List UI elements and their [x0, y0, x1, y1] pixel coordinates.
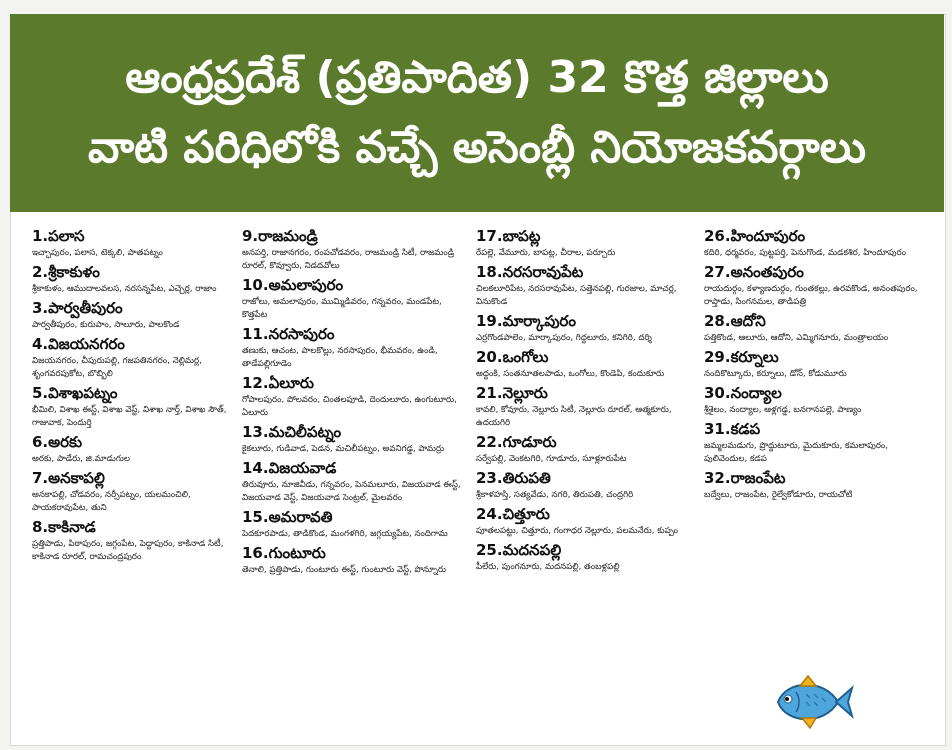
district-name: 15.అమరావతి: [242, 508, 333, 526]
constituency-list: కైకలూరు, గుడివాడ, పెడన, మచిలీపట్నం, అవనిగడ్డ, పామర్రు: [242, 444, 445, 454]
district-name: 3.పార్వతీపురం: [32, 299, 123, 317]
constituency-list: పూతలపట్టు, చిత్తూరు, గంగాధర నెల్లూరు, పలమనేరు, కుప్పం: [476, 526, 679, 536]
column-3: [476, 226, 692, 746]
constituency-list: పార్వతీపురం, కురుపాం, సాలూరు, పాలకొండ: [32, 320, 180, 330]
district-name: 13.మచిలీపట్నం: [242, 423, 342, 441]
district-name: 22.గూడూరు: [476, 433, 557, 451]
constituency-list: రాయదుర్గం, కళ్యాణదుర్గం, గుంతకల్లు, ఉరవకొండ, అనంతపురం, రాప్తాడు, సింగనమల, తాడిపత్రి: [704, 284, 918, 307]
constituency-list: పీలేరు, పుంగనూరు, మదనపల్లి, తంబళ్లపల్లి: [476, 562, 620, 572]
district-13: [242, 422, 464, 456]
constituency-list: నందికొట్కూరు, కర్నూలు, డోన్, కోడుమూరు: [704, 369, 847, 379]
constituency-list: అనపర్తి, రాజానగరం, రంపచోడవరం, రాజమండ్రి సిటీ, రాజమండ్రి రూరల్, కొవ్వూరు, నిడదవోలు: [242, 248, 455, 271]
constituency-list: పత్తికొండ, ఆలూరు, ఆదోని, ఎమ్మిగనూరు, మంత్రాలయం: [704, 333, 889, 343]
district-name: 12.ఏలూరు: [242, 374, 314, 392]
header-title-line2: వాటి పరిధిలోకి వచ్చే అసెంబ్లీ నియోజకవర్గాలు: [87, 122, 867, 173]
district-8: [32, 517, 230, 564]
district-14: [242, 458, 464, 505]
district-name: 30.నంద్యాల: [704, 384, 782, 402]
district-18: [476, 262, 692, 309]
fish-icon: [766, 672, 854, 732]
constituency-list: ఎర్రగొండపాలెం, మార్కాపురం, గిద్దలూరు, కనిగిరి, దర్శి: [476, 333, 652, 343]
district-name: 9.రాజమండ్రి: [242, 227, 318, 245]
district-22: [476, 432, 692, 466]
district-name: 4.విజయనగరం: [32, 335, 125, 353]
header-banner: [10, 14, 944, 212]
district-11: [242, 324, 464, 371]
constituency-list: రేపల్లె, వేమూరు, బాపట్ల, చీరాల, పర్చూరు: [476, 248, 616, 258]
constituency-list: అద్దంకి, సంతనూతలపాడు, ఒంగోలు, కొండెపి, కందుకూరు: [476, 369, 665, 379]
constituency-list: శ్రీకాళహస్తి, సత్యవేడు, నగరి, తిరుపతి, చంద్రగిరి: [476, 490, 634, 500]
district-name: 2.శ్రీకాకుళం: [32, 263, 100, 281]
district-name: 20.ఒంగోలు: [476, 348, 549, 366]
header-title-line1: ఆంధ్రప్రదేశ్ (ప్రతిపాదిత) 32 కొత్త జిల్లాలు: [125, 52, 829, 103]
district-17: [476, 226, 692, 260]
column-2: [242, 226, 464, 746]
district-name: 25.మదనపల్లి: [476, 541, 562, 559]
district-9: [242, 226, 464, 273]
constituency-list: సర్వేపల్లి, వెంకటగిరి, గూడూరు, సూళ్లూరుపేట: [476, 454, 627, 464]
district-name: 17.బాపట్ల: [476, 227, 541, 245]
district-name: 24.చిత్తూరు: [476, 505, 550, 523]
constituency-list: భీమిలి, విశాఖ ఈస్ట్, విశాఖ వెస్ట్, విశాఖ నార్త్, విశాఖ సౌత్, గాజువాక, పెందుర్తి: [32, 405, 227, 428]
constituency-list: తణుకు, ఆచంట, పాలకొల్లు, నరసాపురం, భీమవరం, ఉండి, తాడేపల్లిగూడెం: [242, 346, 438, 369]
district-19: [476, 311, 692, 345]
district-12: [242, 373, 464, 420]
district-name: 21.నెల్లూరు: [476, 384, 548, 402]
constituency-list: జమ్మలమడుగు, ప్రొద్దుటూరు, మైదుకూరు, కమలాపురం, పులివెందుల, కడప: [704, 441, 889, 464]
district-name: 23.తిరుపతి: [476, 469, 551, 487]
district-name: 16.గుంటూరు: [242, 544, 326, 562]
district-name: 1.పలాస: [32, 227, 85, 245]
district-32: [704, 468, 926, 502]
district-1: [32, 226, 230, 260]
district-31: [704, 419, 926, 466]
constituency-list: తిరువూరు, నూజివీడు, గన్నవరం, పెనమలూరు, విజయవాడ ఈస్ట్, విజయవాడ వెస్ట్, విజయవాడ సెంట్రల్, మైలవరం: [242, 480, 461, 503]
district-name: 14.విజయవాడ: [242, 459, 337, 477]
district-20: [476, 347, 692, 381]
district-name: 27.అనంతపురం: [704, 263, 804, 281]
district-23: [476, 468, 692, 502]
district-28: [704, 311, 926, 345]
district-5: [32, 383, 230, 430]
district-6: [32, 432, 230, 466]
district-name: 7.అనకాపల్లి: [32, 469, 105, 487]
district-29: [704, 347, 926, 381]
district-name: 11.నరసాపురం: [242, 325, 335, 343]
district-name: 18.నరసరావుపేట: [476, 263, 584, 281]
constituency-list: చిలకలూరిపేట, నరసరావుపేట, సత్తెనపల్లి, గురజాల, మాచర్ల, వినుకొండ: [476, 284, 677, 307]
constituency-list: తెనాలి, ప్రత్తిపాడు, గుంటూరు ఈస్ట్, గుంటూరు వెస్ట్, పొన్నూరు: [242, 565, 447, 575]
district-24: [476, 504, 692, 538]
district-name: 19.మార్కాపురం: [476, 312, 576, 330]
constituency-list: ప్రత్తిపాడు, పిఠాపురం, జగ్గంపేట, పెద్దాపురం, కాకినాడ సిటీ, కాకినాడ రూరల్, రామచంద్రపురం: [32, 539, 224, 562]
district-27: [704, 262, 926, 309]
constituency-list: శ్రీకాకుళం, ఆముదాలవలస, నరసన్నపేట, ఎచ్చెర్ల, రాజాం: [32, 284, 217, 294]
constituency-list: పెదకూరపాడు, తాడికొండ, మంగళగిరి, జగ్గయ్యపేట, నందిగామ: [242, 529, 448, 539]
district-15: [242, 507, 464, 541]
constituency-list: గోపాలపురం, పోలవరం, చింతలపూడి, దెందులూరు, ఉంగుటూరు, ఏలూరు: [242, 395, 457, 418]
district-name: 6.అరకు: [32, 433, 83, 451]
district-7: [32, 468, 230, 515]
district-name: 5.విశాఖపట్నం: [32, 384, 118, 402]
district-10: [242, 275, 464, 322]
district-name: 31.కడప: [704, 420, 761, 438]
constituency-list: అనకాపల్లి, చోడవరం, నర్సీపట్నం, యలమంచిలి, పాయకరావుపేట, తుని: [32, 490, 191, 513]
district-25: [476, 540, 692, 574]
district-16: [242, 543, 464, 577]
column-4: [704, 226, 926, 746]
district-26: [704, 226, 926, 260]
district-2: [32, 262, 230, 296]
constituency-list: కదిరి, ధర్మవరం, పుట్టపర్తి, పెనుగొండ, మడకశిర, హిందూపురం: [704, 248, 906, 258]
district-name: 8.కాకినాడ: [32, 518, 96, 536]
constituency-list: విజయనగరం, చీపురుపల్లి, గజపతినగరం, నెల్లిమర్ల, శృంగవరపుకోట, బొబ్బిలి: [32, 356, 202, 379]
district-name: 28.ఆదోని: [704, 312, 766, 330]
district-21: [476, 383, 692, 430]
constituency-list: కావలి, కోవూరు, నెల్లూరు సిటీ, నెల్లూరు రూరల్, ఆత్మకూరు, ఉదయగిరి: [476, 405, 672, 428]
district-30: [704, 383, 926, 417]
constituency-list: బద్వేలు, రాజంపేట, రైల్వేకోడూరు, రాయచోటి: [704, 490, 853, 500]
column-1: [32, 226, 230, 746]
constituency-list: అరకు, పాడేరు, జి.మాడుగుల: [32, 454, 130, 464]
constituency-list: రాజోలు, అమలాపురం, ముమ్మిడివరం, గన్నవరం, మండపేట, కొత్తపేట: [242, 297, 442, 320]
district-4: [32, 334, 230, 381]
district-name: 26.హిందూపురం: [704, 227, 806, 245]
district-name: 10.అమలాపురం: [242, 276, 344, 294]
constituency-list: శ్రీశైలం, నంద్యాల, ఆళ్లగడ్డ, బనగానపల్లె, పాణ్యం: [704, 405, 862, 415]
district-name: 29.కర్నూలు: [704, 348, 779, 366]
district-name: 32.రాజంపేట: [704, 469, 786, 487]
constituency-list: ఇచ్ఛాపురం, పలాస, టెక్కలి, పాతపట్నం: [32, 248, 163, 258]
district-3: [32, 298, 230, 332]
